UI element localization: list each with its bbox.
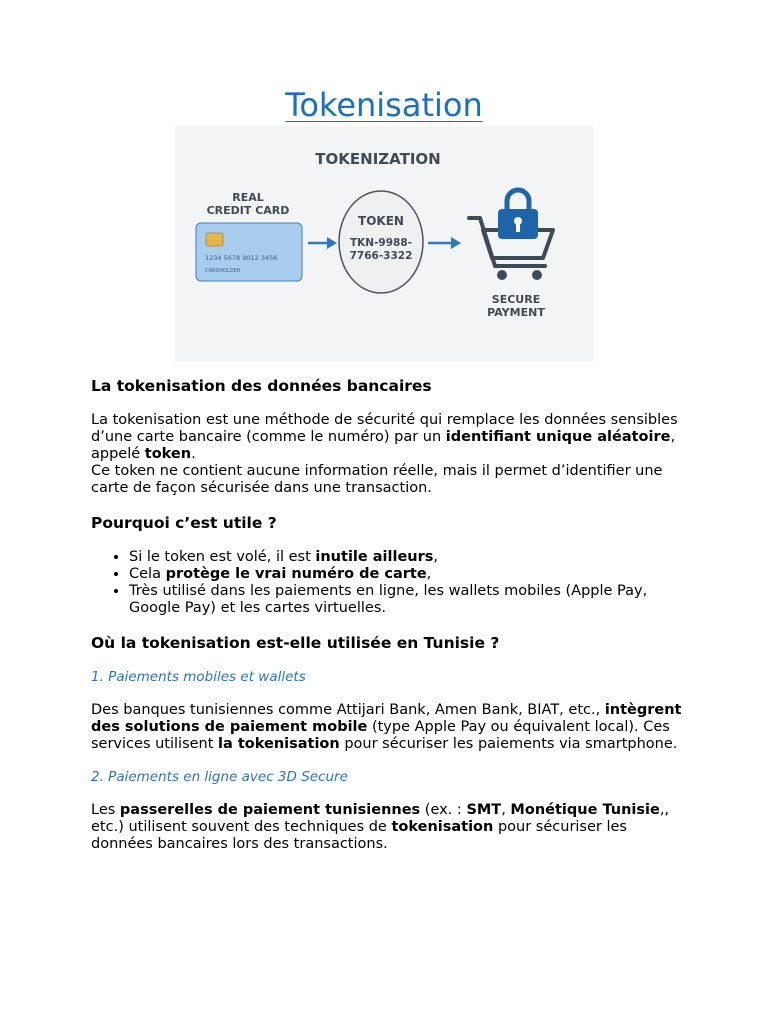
- diagram-heading: TOKENIZATION: [315, 150, 441, 168]
- text-run: Si le token est volé, il est: [129, 549, 316, 565]
- bold-text: tokenisation: [391, 819, 494, 835]
- section-heading-why: Pourquoi c’est utile ?: [91, 514, 277, 532]
- secure-payment-line2: PAYMENT: [487, 306, 545, 319]
- card-number: 1234 5678 9012 3456: [205, 254, 278, 262]
- bold-text: intègrent des solutions de paiement mobile: [91, 702, 682, 735]
- text-run: Les: [91, 802, 120, 818]
- text-run: La tokenisation est une méthode de sécurité qui remplace les données sensibles d’une carte bancaire (comme le numéro) par un: [91, 412, 678, 445]
- bold-text: token: [144, 446, 192, 462]
- text-run: ,: [501, 802, 511, 818]
- text-run: Des banques tunisiennes comme Attijari Bank, Amen Bank, BIAT, etc.,: [91, 702, 605, 718]
- tokenization-diagram: [175, 126, 594, 361]
- text-run: (ex. :: [420, 802, 467, 818]
- card-holder: CARDHOLDER: [205, 268, 241, 274]
- bold-text: inutile ailleurs: [315, 549, 434, 565]
- article-body: [91, 376, 691, 853]
- text-run: .: [191, 446, 196, 462]
- page-title: Tokenisation: [285, 86, 483, 124]
- intro-paragraph-2: Ce token ne contient aucune information réelle, mais il permet d’identifier une carte de façon sécurisée dans une transaction.: [91, 463, 663, 496]
- arrow-head-icon-1: [327, 237, 337, 249]
- benefits-list: [91, 549, 691, 617]
- mobile-paragraph: [91, 702, 691, 753]
- bold-text: protège le vrai numéro de carte: [165, 566, 427, 582]
- bold-text: identifiant unique aléatoire: [445, 429, 671, 445]
- section-heading-tunisia: Où la tokenisation est-elle utilisée en Tunisie ?: [91, 634, 500, 652]
- section-heading-intro: La tokenisation des données bancaires: [91, 377, 432, 395]
- list-item: [129, 566, 691, 583]
- list-item: • Très utilisé dans les paiements en ligne, les wallets mobiles (Apple Pay, Google Pay) et les cartes virtuelles.: [129, 583, 691, 617]
- subheading-mobile: 1. Paiements mobiles et wallets: [91, 669, 306, 685]
- list-item: [129, 549, 691, 566]
- bold-text: SMT: [466, 802, 502, 818]
- lock-icon: [498, 190, 538, 239]
- bold-text: la tokenisation: [218, 736, 340, 752]
- intro-paragraph: [91, 412, 691, 463]
- text-run: (type Apple Pay ou équivalent local). Ces services utilisent: [91, 719, 670, 752]
- token-value-line2: 7766-3322: [349, 250, 413, 262]
- text-run: ,, etc.) utilisent souvent des techniques de: [91, 802, 670, 835]
- card-label-line2: CREDIT CARD: [206, 204, 290, 217]
- online-paragraph: [91, 802, 691, 853]
- card-label-line1: REAL: [232, 191, 264, 204]
- text-run: Cela: [129, 566, 166, 582]
- token-value-line1: TKN-9988-: [349, 237, 413, 249]
- text-run: pour sécuriser les paiements via smartphone.: [339, 736, 678, 752]
- token-label: TOKEN: [358, 214, 404, 228]
- text-run: ,: [433, 549, 439, 565]
- text-run: pour sécuriser les données bancaires lors des transactions.: [91, 819, 627, 852]
- bold-text: passerelles de paiement tunisiennes: [119, 802, 421, 818]
- secure-payment-line1: SECURE: [491, 293, 541, 306]
- arrow-head-icon-2: [451, 237, 461, 249]
- subheading-3d-secure: 2. Paiements en ligne avec 3D Secure: [91, 769, 348, 785]
- bold-text: Monétique Tunisie: [510, 802, 660, 818]
- tokenization-illustration: [175, 126, 594, 361]
- card-chip-icon: [206, 233, 223, 246]
- text-run: , appelé: [91, 429, 676, 462]
- text-run: ,: [426, 566, 432, 582]
